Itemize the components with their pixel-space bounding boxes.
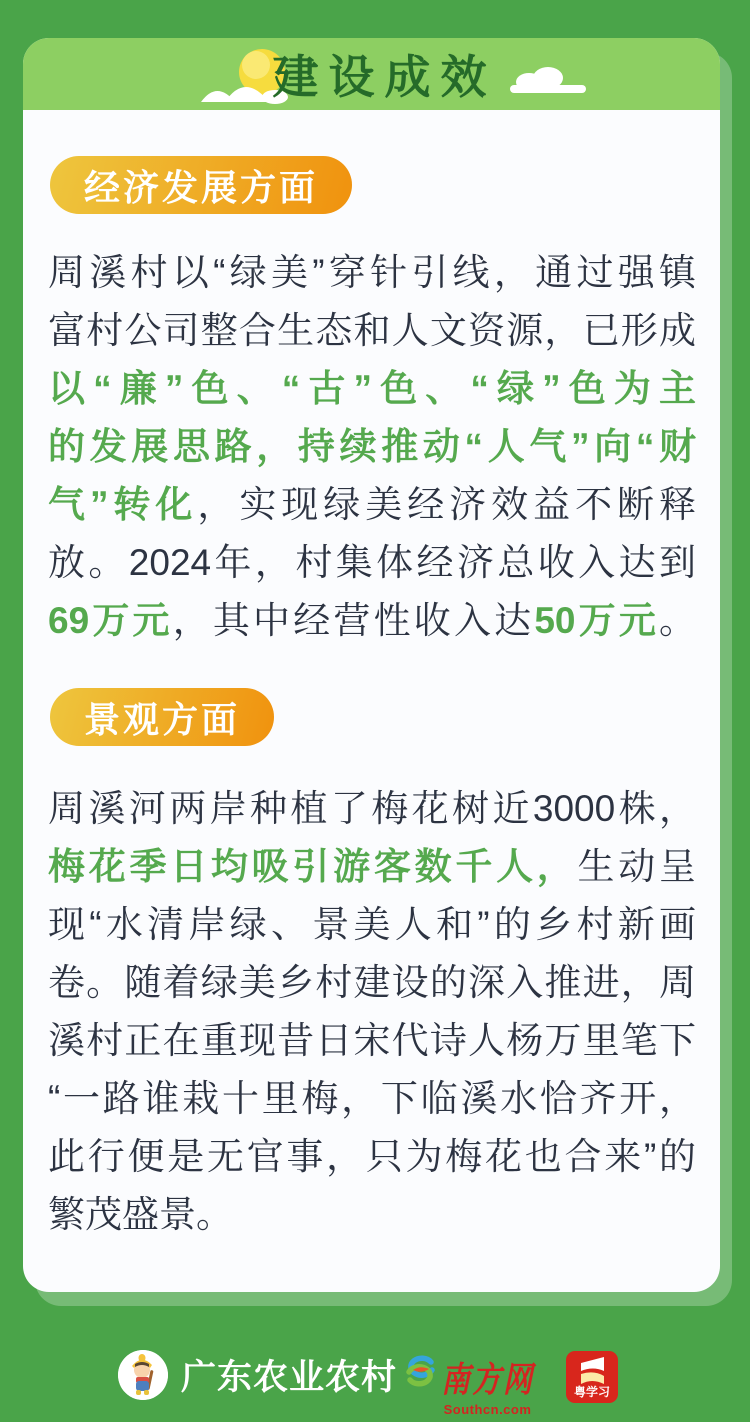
section-badge: 经济发展方面 [50, 156, 352, 214]
text-line [48, 780, 696, 838]
text-segment: 梅花季日均吸引游客数千人， [48, 846, 578, 887]
page-title: 建设成效 [272, 51, 497, 103]
text-segment: 生动呈 [577, 846, 697, 887]
header-band [23, 38, 720, 110]
text-segment: 现“水清岸绿、景美人和”的乡村新画 [48, 904, 696, 945]
text-line [48, 592, 696, 650]
text-segment: 周溪村以“绿美”穿针引线，通过强镇 [48, 252, 696, 293]
text-line [48, 954, 696, 1012]
section-economy [23, 156, 720, 650]
section-badge: 景观方面 [50, 688, 274, 746]
content-card [23, 38, 720, 1292]
text-line [48, 244, 696, 302]
logo-southcn [404, 1353, 534, 1417]
text-segment: 。 [659, 600, 697, 641]
section-lines [48, 244, 696, 650]
text-segment: “一路谁栽十里梅，下临溪水恰齐开， [48, 1078, 696, 1119]
farmer-mascot-icon [118, 1350, 168, 1400]
southcn-s-icon [404, 1353, 437, 1389]
text-line [48, 1186, 696, 1244]
logo-yuexuexi [566, 1351, 618, 1403]
text-line [48, 302, 696, 360]
text-segment: 繁茂盛景。 [48, 1194, 233, 1235]
section-lines [48, 780, 696, 1244]
text-line [48, 476, 696, 534]
text-segment: 溪村正在重现昔日宋代诗人杨万里笔下 [48, 1020, 696, 1061]
text-segment: 以“廉”色、“古”色、“绿”色为主 [48, 368, 696, 409]
text-segment: ，其中经营性收入达 [172, 600, 535, 641]
text-line [48, 1128, 696, 1186]
text-segment: 此行便是无官事，只为梅花也合来”的 [48, 1136, 696, 1177]
section-landscape [23, 688, 720, 1244]
text-line [48, 418, 696, 476]
text-segment: 气”转化 [48, 484, 198, 525]
text-segment: 卷。随着绿美乡村建设的深入推进，周 [48, 962, 696, 1003]
southcn-name: 南方网 [441, 1361, 535, 1400]
text-segment: 放。2024年，村集体经济总收入达到 [48, 542, 696, 583]
text-line [48, 534, 696, 592]
yuexuexi-label: 粤学习 [573, 1385, 610, 1399]
southcn-domain: Southcn.com [443, 1402, 532, 1417]
text-segment: 周溪河两岸种植了梅花树近3000株， [48, 788, 696, 829]
footer [0, 1345, 750, 1415]
text-segment: ，实现绿美经济效益不断释 [197, 484, 697, 525]
text-segment: 富村公司整合生态和人文资源，已形成 [48, 310, 696, 351]
text-segment: 69万元 [48, 600, 173, 641]
agri-logo-label: 广东农业农村 [181, 1358, 398, 1397]
text-line [48, 1070, 696, 1128]
logo-guangdong-agriculture [118, 1350, 397, 1400]
text-line [48, 1012, 696, 1070]
text-line [48, 838, 696, 896]
text-segment: 50万元 [534, 600, 660, 641]
text-line [48, 360, 696, 418]
text-line [48, 896, 696, 954]
text-segment: 的发展思路，持续推动“人气”向“财 [48, 426, 696, 467]
